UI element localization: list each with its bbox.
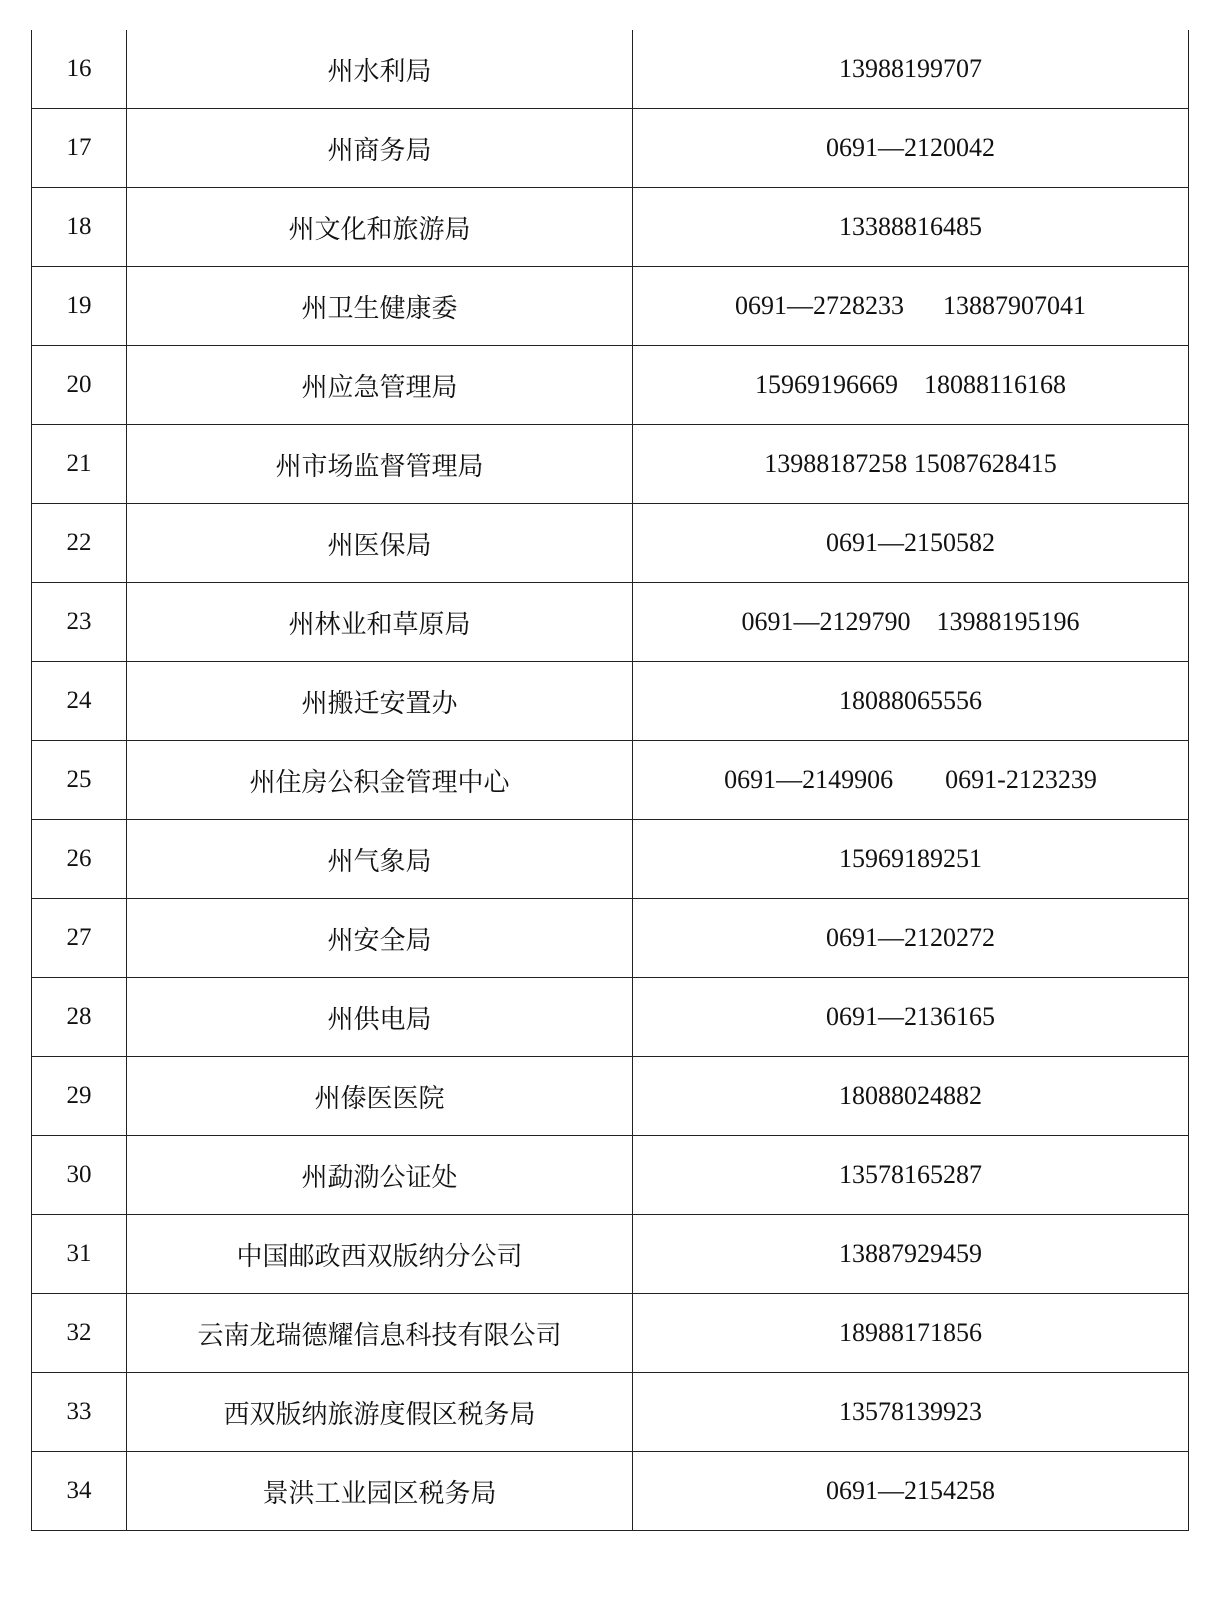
- table-row: [32, 1373, 1189, 1452]
- row-number-cell: 25: [32, 741, 127, 820]
- phone-number-cell: 0691—2728233 13887907041: [633, 267, 1189, 346]
- department-name-cell: 州市场监督管理局: [127, 425, 633, 504]
- table-row: [32, 504, 1189, 583]
- row-number-cell: 30: [32, 1136, 127, 1215]
- table-row: [32, 425, 1189, 504]
- row-number-cell: 28: [32, 978, 127, 1057]
- phone-number-cell: 18988171856: [633, 1294, 1189, 1373]
- row-number-cell: 21: [32, 425, 127, 504]
- phone-number-cell: 0691—2150582: [633, 504, 1189, 583]
- department-name-cell: 州搬迁安置办: [127, 662, 633, 741]
- department-name-cell: 中国邮政西双版纳分公司: [127, 1215, 633, 1294]
- phone-number-cell: 15969196669 18088116168: [633, 346, 1189, 425]
- row-number-cell: 32: [32, 1294, 127, 1373]
- table-row: [32, 267, 1189, 346]
- phone-number-cell: 18088024882: [633, 1057, 1189, 1136]
- table-row: [32, 30, 1189, 109]
- department-name-cell: 州水利局: [127, 30, 633, 109]
- row-number-cell: 29: [32, 1057, 127, 1136]
- department-name-cell: 州医保局: [127, 504, 633, 583]
- phone-number-cell: 13578165287: [633, 1136, 1189, 1215]
- table-row: [32, 1215, 1189, 1294]
- department-name-cell: 景洪工业园区税务局: [127, 1452, 633, 1531]
- department-name-cell: 州气象局: [127, 820, 633, 899]
- row-number-cell: 19: [32, 267, 127, 346]
- row-number-cell: 33: [32, 1373, 127, 1452]
- phone-number-cell: 15969189251: [633, 820, 1189, 899]
- row-number-cell: 17: [32, 109, 127, 188]
- table-row: [32, 583, 1189, 662]
- department-name-cell: 州林业和草原局: [127, 583, 633, 662]
- contact-table: [31, 30, 1189, 1531]
- row-number-cell: 23: [32, 583, 127, 662]
- table-row: [32, 899, 1189, 978]
- phone-number-cell: 0691—2154258: [633, 1452, 1189, 1531]
- department-name-cell: 州勐泐公证处: [127, 1136, 633, 1215]
- table-row: [32, 741, 1189, 820]
- phone-number-cell: 18088065556: [633, 662, 1189, 741]
- table-row: [32, 1294, 1189, 1373]
- phone-number-cell: 13388816485: [633, 188, 1189, 267]
- phone-number-cell: 0691—2149906 0691-2123239: [633, 741, 1189, 820]
- table-row: [32, 109, 1189, 188]
- table-row: [32, 820, 1189, 899]
- row-number-cell: 24: [32, 662, 127, 741]
- phone-number-cell: 13988199707: [633, 30, 1189, 109]
- department-name-cell: 州商务局: [127, 109, 633, 188]
- table-row: [32, 1136, 1189, 1215]
- phone-number-cell: 13887929459: [633, 1215, 1189, 1294]
- row-number-cell: 34: [32, 1452, 127, 1531]
- phone-number-cell: 0691—2120042: [633, 109, 1189, 188]
- department-name-cell: 州卫生健康委: [127, 267, 633, 346]
- row-number-cell: 26: [32, 820, 127, 899]
- row-number-cell: 20: [32, 346, 127, 425]
- table-row: [32, 1057, 1189, 1136]
- department-name-cell: 云南龙瑞德耀信息科技有限公司: [127, 1294, 633, 1373]
- department-name-cell: 州住房公积金管理中心: [127, 741, 633, 820]
- table-body: [32, 30, 1189, 1531]
- department-name-cell: 州应急管理局: [127, 346, 633, 425]
- table-row: [32, 662, 1189, 741]
- department-name-cell: 州文化和旅游局: [127, 188, 633, 267]
- table-row: [32, 1452, 1189, 1531]
- row-number-cell: 16: [32, 30, 127, 109]
- phone-number-cell: 0691—2120272: [633, 899, 1189, 978]
- phone-number-cell: 0691—2136165: [633, 978, 1189, 1057]
- phone-number-cell: 0691—2129790 13988195196: [633, 583, 1189, 662]
- table-row: [32, 978, 1189, 1057]
- row-number-cell: 18: [32, 188, 127, 267]
- row-number-cell: 22: [32, 504, 127, 583]
- table-row: [32, 346, 1189, 425]
- phone-number-cell: 13988187258 15087628415: [633, 425, 1189, 504]
- department-name-cell: 西双版纳旅游度假区税务局: [127, 1373, 633, 1452]
- department-name-cell: 州供电局: [127, 978, 633, 1057]
- table-row: [32, 188, 1189, 267]
- row-number-cell: 31: [32, 1215, 127, 1294]
- row-number-cell: 27: [32, 899, 127, 978]
- department-name-cell: 州傣医医院: [127, 1057, 633, 1136]
- phone-number-cell: 13578139923: [633, 1373, 1189, 1452]
- department-name-cell: 州安全局: [127, 899, 633, 978]
